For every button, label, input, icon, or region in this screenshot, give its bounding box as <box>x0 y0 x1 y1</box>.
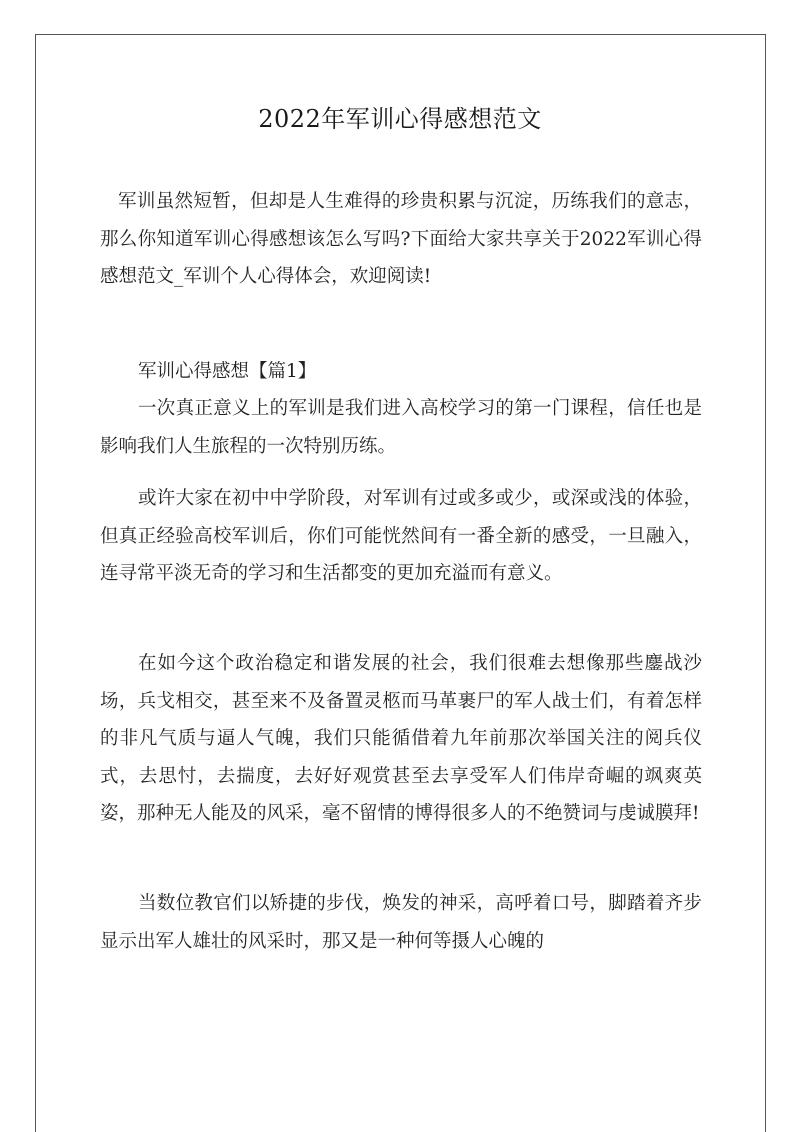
document-title: 2022年军训心得感想范文 <box>258 105 542 133</box>
body-paragraph-1: 一次真正意义上的军训是我们进入高校学习的第一门课程，信任也是影响我们人生旅程的一次特别历练。 <box>100 398 702 457</box>
section-heading: 军训心得感想【篇1】 <box>138 361 317 382</box>
body-paragraph-3: 在如今这个政治稳定和谐发展的社会，我们很难去想像那些鏖战沙场，兵戈相交，甚至来不及备置灵柩而马革裹尸的军人战士们，有着怎样的非凡气质与逼人气魄，我们只能循借着九年前那次举国关注的阅兵仪式，去思忖，去揣度，去好好观赏甚至去享受军人们伟岸奇崛的飒爽英姿，那种无人能及的风采，毫不留情的博得很多人的不绝赞词与虔诚膜拜! <box>100 653 702 824</box>
body-paragraph-2: 或许大家在初中中学阶段，对军训有过或多或少，或深或浅的体验，但真正经验高校军训后，你们可能恍然间有一番全新的感受，一旦融入，连寻常平淡无奇的学习和生活都变的更加充溢而有意义。 <box>100 488 702 584</box>
body-paragraph-4: 当数位教官们以矫捷的步伐，焕发的神采，高呼着口号，脚踏着齐步显示出军人雄壮的风采时，那又是一种何等摄人心魄的 <box>100 893 702 952</box>
intro-paragraph: 军训虽然短暂，但却是人生难得的珍贵积累与沉淀，历练我们的意志，那么你知道军训心得感想该怎么写吗?下面给大家共享关于2022军训心得感想范文_军训个人心得体会，欢迎阅读! <box>100 191 702 287</box>
